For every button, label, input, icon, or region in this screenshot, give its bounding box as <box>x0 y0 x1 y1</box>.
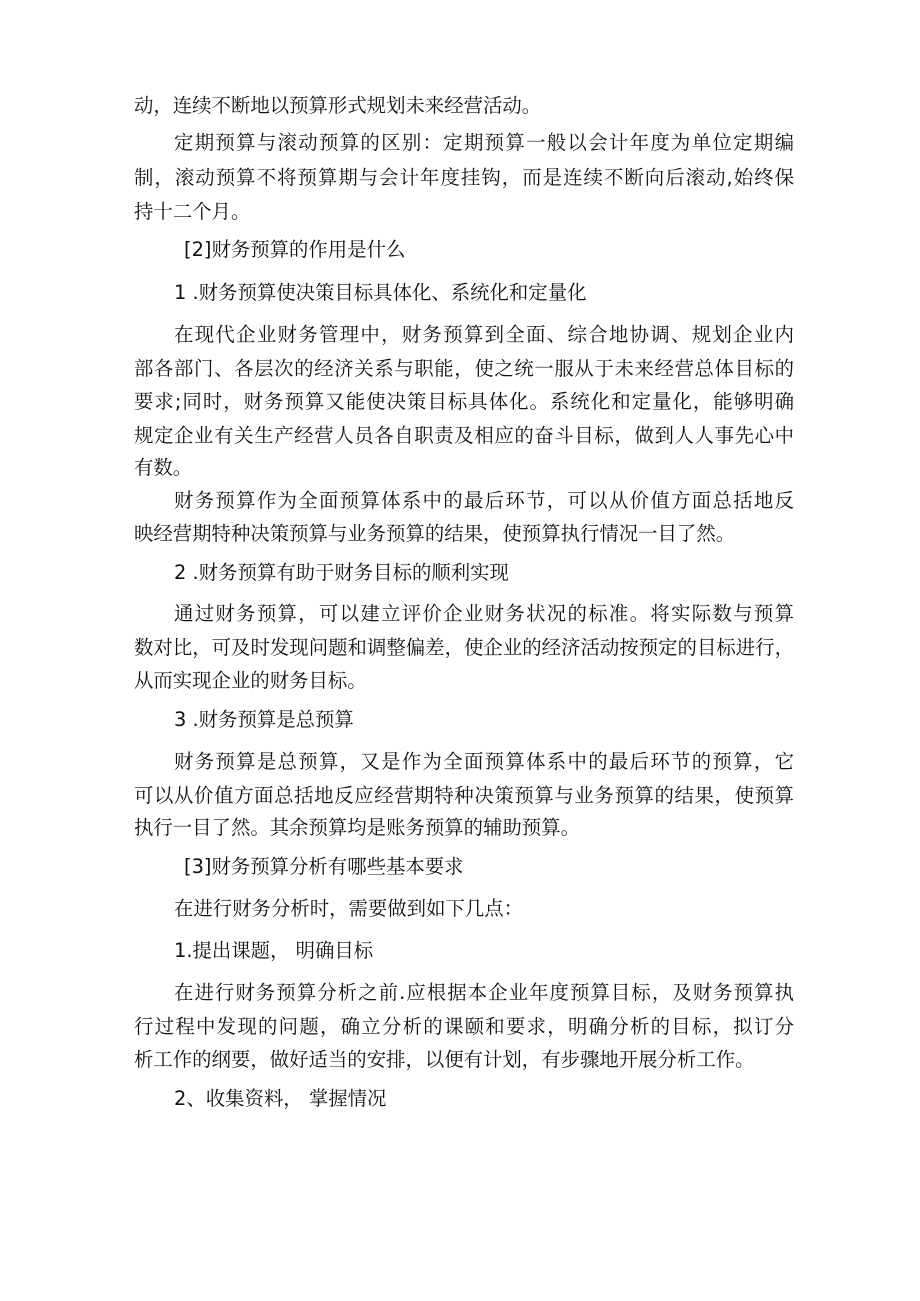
section-heading: [3]财务预算分析有哪些基本要求 <box>184 855 464 878</box>
body-text-line: 规定企业有关生产经营人员各自职责及相应的奋斗目标，做到人人事先心中 <box>134 424 794 447</box>
body-text-line: 通过财务预算，可以建立评价企业财务状况的标准。将实际数与预算 <box>174 602 794 625</box>
subsection-heading: 2、收集资料， 掌握情况 <box>174 1087 387 1110</box>
body-text-line: 部各部门、各层次的经济关系与职能，使之统一服从于未来经营总体目标的 <box>134 357 794 380</box>
body-text-line: 财务预算作为全面预算体系中的最后环节，可以从价值方面总括地反 <box>174 489 794 512</box>
body-text-line: 在现代企业财务管理中，财务预算到全面、综合地协调、规划企业内 <box>174 323 794 346</box>
body-text-line: 可以从价值方面总括地反应经营期特种决策预算与业务预算的结果，使预算 <box>134 784 794 807</box>
body-text-line: 数对比，可及时发现问题和调整偏差，使企业的经济活动按预定的目标进行， <box>134 636 794 659</box>
body-text-line: 在进行财务分析时，需要做到如下几点： <box>174 897 524 920</box>
body-text-line: 制，滚动预算不将预算期与会计年度挂钩，而是连续不断向后滚动,始终保 <box>134 166 794 189</box>
body-text-line: 动，连续不断地以预算形式规划未来经营活动。 <box>134 94 542 117</box>
body-text-line: 析工作的纲要，做好适当的安排，以便有计划，有步骤地开展分析工作。 <box>134 1048 755 1071</box>
body-text-line: 从而实现企业的财务目标。 <box>134 669 367 692</box>
subsection-heading: 2 .财务预算有助于财务目标的顺利实现 <box>174 561 509 584</box>
body-text-line: 执行一目了然。其余预算均是账务预算的辅助预算。 <box>134 816 580 839</box>
section-heading: [2]财务预算的作用是什么 <box>184 238 406 261</box>
body-text-line: 定期预算与滚动预算的区别：定期预算一般以会计年度为单位定期编 <box>174 131 794 154</box>
body-text-line: 在进行财务预算分析之前.应根据本企业年度预算目标，及财务预算执 <box>174 981 794 1004</box>
body-text-line: 行过程中发现的问题，确立分析的课颐和要求，明确分析的目标，拟订分 <box>134 1015 794 1038</box>
body-text-line: 映经营期特种决策预算与业务预算的结果，使预算执行情况一目了然。 <box>134 522 736 545</box>
body-text-line: 持十二个月。 <box>134 200 251 223</box>
body-text-line: 有数。 <box>134 456 193 479</box>
subsection-heading: 1.提出课题， 明确目标 <box>174 939 374 962</box>
body-text-line: 要求;同时，财务预算又能使决策目标具体化。系统化和定量化，能够明确 <box>134 390 794 413</box>
subsection-heading: 1 .财务预算使决策目标具体化、系统化和定量化 <box>174 281 587 304</box>
subsection-heading: 3 .财务预算是总预算 <box>174 708 354 731</box>
body-text-line: 财务预算是总预算，又是作为全面预算体系中的最后环节的预算，它 <box>174 750 794 773</box>
